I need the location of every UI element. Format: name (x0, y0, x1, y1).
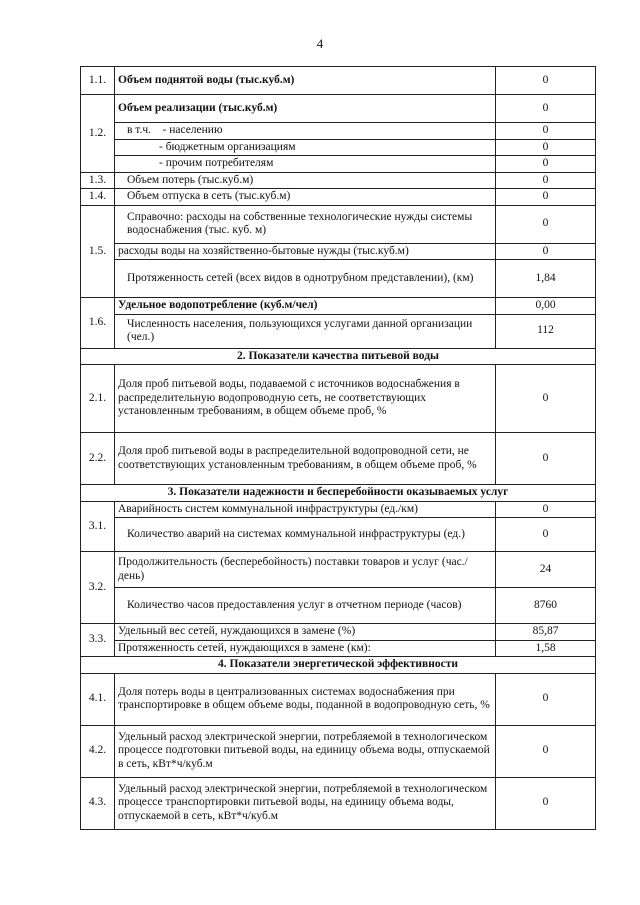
row-label: Количество часов предоставления услуг в отчетном периоде (часов) (115, 588, 496, 624)
row-label: Продолжительность (бесперебойность) поставки товаров и услуг (час./день) (115, 552, 496, 588)
table-row (81, 365, 596, 433)
row-value: 0 (496, 156, 596, 173)
row-number: 1.5. (81, 205, 115, 298)
row-label: Протяженность сетей, нуждающихся в замене (км): (115, 640, 496, 657)
row-label: Доля проб питьевой воды, подаваемой с источников водоснабжения в распределительную водопроводную сеть, не соответствующих установленным требованиям, в общем объеме проб, % (115, 365, 496, 433)
table-row (81, 501, 596, 518)
row-label: Справочно: расходы на собственные технологические нужды системы водоснабжения (тыс. куб. м) (115, 205, 496, 243)
row-number: 1.1. (81, 67, 115, 95)
row-value: 0 (496, 777, 596, 829)
table-row (81, 67, 596, 95)
row-number: 3.3. (81, 624, 115, 657)
row-number: 1.2. (81, 95, 115, 173)
table-row (81, 260, 596, 298)
table-row (81, 172, 596, 189)
row-label: Доля потерь воды в централизованных системах водоснабжения при транспортировке в общем объеме воды, поданной в водопроводную сеть, % (115, 673, 496, 725)
row-value: 0 (496, 67, 596, 95)
row-value: 0 (496, 189, 596, 206)
row-number: 4.3. (81, 777, 115, 829)
row-number: 2.1. (81, 365, 115, 433)
row-value: 1,58 (496, 640, 596, 657)
row-label: Удельное водопотребление (куб.м/чел) (115, 298, 496, 315)
section-title: 4. Показатели энергетической эффективности (81, 657, 596, 674)
row-label: Объем реализации (тыс.куб.м) (115, 95, 496, 123)
row-number: 3.2. (81, 552, 115, 624)
row-value: 0 (496, 243, 596, 260)
row-label: Численность населения, пользующихся услугами данной организации (чел.) (115, 314, 496, 348)
row-value: 0 (496, 518, 596, 552)
row-prefix: в т.ч. (127, 124, 151, 136)
section-header (81, 485, 596, 502)
row-value: 0 (496, 725, 596, 777)
table-row (81, 95, 596, 123)
section-header (81, 657, 596, 674)
table-row (81, 433, 596, 485)
table-row (81, 205, 596, 243)
row-value: 0 (496, 501, 596, 518)
row-number: 4.1. (81, 673, 115, 725)
table-row (81, 314, 596, 348)
row-label: Аварийность систем коммунальной инфраструктуры (ед./км) (115, 501, 496, 518)
table-row (81, 156, 596, 173)
row-label: Удельный расход электрической энергии, потребляемой в технологическом процессе транспортировки питьевой воды, на единицу объема воды, отпускаемой в сеть, кВт*ч/куб.м (115, 777, 496, 829)
table-row (81, 189, 596, 206)
table-row (81, 552, 596, 588)
row-value: 24 (496, 552, 596, 588)
row-label: Протяженность сетей (всех видов в однотрубном представлении), (км) (115, 260, 496, 298)
row-label: Количество аварий на системах коммунальной инфраструктуры (ед.) (115, 518, 496, 552)
table-row (81, 298, 596, 315)
section-title: 3. Показатели надежности и бесперебойности оказываемых услуг (81, 485, 596, 502)
row-label: расходы воды на хозяйственно-бытовые нужды (тыс.куб.м) (115, 243, 496, 260)
row-value: 1,84 (496, 260, 596, 298)
row-value: 0,00 (496, 298, 596, 315)
table-row (81, 725, 596, 777)
row-label: Объем отпуска в сеть (тыс.куб.м) (115, 189, 496, 206)
table-row (81, 777, 596, 829)
table-row (81, 673, 596, 725)
section-title: 2. Показатели качества питьевой воды (81, 348, 596, 365)
table-row (81, 243, 596, 260)
row-number: 1.3. (81, 172, 115, 189)
table-row (81, 518, 596, 552)
table-row (81, 588, 596, 624)
row-value: 0 (496, 433, 596, 485)
row-label: - прочим потребителям (115, 156, 496, 173)
row-value: 0 (496, 673, 596, 725)
row-value: 0 (496, 123, 596, 140)
row-value: 8760 (496, 588, 596, 624)
row-label-text: - населению (162, 124, 223, 136)
row-label: Удельный вес сетей, нуждающихся в замене (%) (115, 624, 496, 641)
row-number: 2.2. (81, 433, 115, 485)
row-label: - бюджетным организациям (115, 139, 496, 156)
row-value: 112 (496, 314, 596, 348)
table-row (81, 624, 596, 641)
row-number: 1.4. (81, 189, 115, 206)
row-label: Доля проб питьевой воды в распределительной водопроводной сети, не соответствующих установленным требованиям, в общем объеме проб, % (115, 433, 496, 485)
row-value: 0 (496, 139, 596, 156)
row-label: Объем поднятой воды (тыс.куб.м) (115, 67, 496, 95)
row-value: 0 (496, 172, 596, 189)
row-number: 4.2. (81, 725, 115, 777)
row-value: 0 (496, 95, 596, 123)
row-label (115, 123, 496, 140)
table-row (81, 123, 596, 140)
table-row (81, 640, 596, 657)
row-label: Удельный расход электрической энергии, потребляемой в технологическом процессе подготовки питьевой воды, на единицу объема воды, отпускаемой в сеть, кВт*ч/куб.м (115, 725, 496, 777)
table-row (81, 139, 596, 156)
row-number: 3.1. (81, 501, 115, 552)
section-header (81, 348, 596, 365)
row-label: Объем потерь (тыс.куб.м) (115, 172, 496, 189)
page-number: 4 (316, 36, 324, 51)
row-value: 0 (496, 205, 596, 243)
row-number: 1.6. (81, 298, 115, 349)
row-value: 0 (496, 365, 596, 433)
row-value: 85,87 (496, 624, 596, 641)
indicators-table (80, 66, 596, 830)
